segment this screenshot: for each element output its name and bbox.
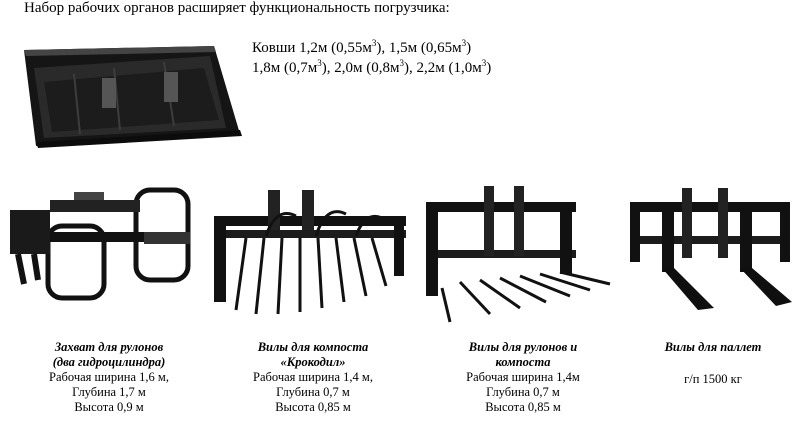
- pallet-fork-image: [622, 184, 802, 314]
- compost-fork-title-line-2: «Крокодил»: [280, 355, 346, 369]
- bale-compost-fork-title-line-1: Вилы для рулонов и: [468, 340, 578, 354]
- bale-grab-title-line-2: (два гидроцилиндра): [52, 355, 166, 369]
- bale-grab-image: [4, 180, 200, 304]
- bale-compost-fork-spec-depth: Глубина 0,7 м: [486, 385, 560, 399]
- bucket-line-1: Ковши 1,2м $(0,55м^3)$, 1,5м $(0,65м^3)$: [252, 38, 472, 56]
- bale-compost-fork-caption: [428, 340, 618, 415]
- bale-compost-fork-spec-width: Рабочая ширина 1,4м: [466, 370, 580, 384]
- pallet-fork-title: Вилы для паллет: [664, 340, 762, 354]
- page-heading: Набор рабочих органов расширяет функциональность погрузчика:: [24, 0, 450, 16]
- bale-grab-spec-height: Высота 0,9 м: [74, 400, 144, 414]
- compost-fork-image: [206, 186, 412, 320]
- bale-grab-title-line-1: Захват для рулонов: [54, 340, 164, 354]
- compost-fork-spec-height: Высота 0,85 м: [275, 400, 351, 414]
- compost-fork-caption: [218, 340, 408, 415]
- compost-fork-title-line-1: Вилы для компоста: [257, 340, 369, 354]
- bucket-specs: [252, 38, 491, 78]
- pallet-fork-caption: [628, 340, 798, 387]
- bale-compost-fork-spec-height: Высота 0,85 м: [485, 400, 561, 414]
- bucket-line-2: 1,8м $(0,7м^3)$, 2,0м $(0,8м^3)$, 2,2м $(1,0м^3)$: [252, 58, 492, 76]
- pallet-fork-spec-capacity: г/п 1500 кг: [684, 372, 742, 386]
- bale-compost-fork-title-line-2: компоста: [495, 355, 551, 369]
- bale-grab-spec-depth: Глубина 1,7 м: [72, 385, 146, 399]
- bale-grab-spec-width: Рабочая ширина 1,6 м,: [49, 370, 169, 384]
- bucket-image: [14, 38, 242, 150]
- compost-fork-spec-width: Рабочая ширина 1,4 м,: [253, 370, 373, 384]
- bale-compost-fork-image: [420, 182, 616, 328]
- compost-fork-spec-depth: Глубина 0,7 м: [276, 385, 350, 399]
- bale-grab-caption: [14, 340, 204, 415]
